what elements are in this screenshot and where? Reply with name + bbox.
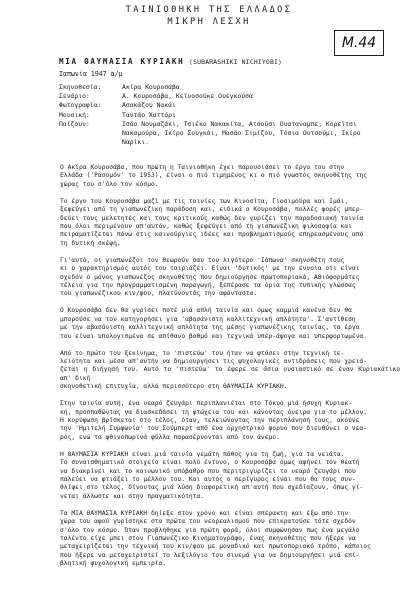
organization-name: ΤΑΙΝΙΟΘΗΚΗ ΤΗΣ ΕΛΛΑΔΟΣ	[125, 5, 293, 15]
club-name: ΜΙΚΡΗ ΛΕΣΧΗ	[167, 17, 251, 27]
credit-row	[59, 83, 399, 92]
catalog-stamp: Μ.44	[334, 30, 384, 56]
credit-row	[59, 120, 399, 148]
body-paragraph: Το έργο του Κουροσάβα μαζί με τις ταινίες των Κινοσίτα, Γιοσιμούρα και Ιμάι, ξεφεύγει από τη γιαπωνέζικη παράδοση και, ειδικά ο Κουροσάβα, πολλές φορές μπερ- δεύει τους μελετητές και τους κριτικούς καθώς δεν γυρίζει την παραδοσιακή ταινία που όλοι περιμένουν απ'αυτόν, καθώς ξεφεύγει από τη γιαπωνέζικη φιλοσοφία και πειραματίζεται πάνω στις καινούργιες ιδέες και προβληματισμούς επηρεασμένους από τη δυτική σκέψη.	[60, 197, 364, 247]
credit-label: Σενάριο:	[59, 92, 90, 101]
film-origin-year: Ιαπωνία 1947 α/μ	[59, 70, 123, 78]
credit-value: Ταντάο Χαττόρι	[122, 110, 176, 119]
body-paragraph: Τα ΜΙΑ ΘΑΥΜΑΣΙΑ ΚΥΡΙΑΚΗ δηίεξε στον χρόνο και είναι σπέρακτη και έξω από την χώρα του αφού γυρίστηκε στα πρώτα του νεορεαλισμού που επικρατούσε τότε σχεδόν σ'όλο τον κόσμο. Όταν προβλήθηκε για πρώτη φορά, όλοι συμφώνησαν πως ένα μεγάλο ταλέντο είχε μπει στον Γιαπωνέζικο Κινηματογράφο, ένας σκηνοθέτης που ήξερε να μεταχειρίζεται την τεχνική του κιν/φου με μοναδικό και πρωτοποριακό τρόπο, κάποιος που ήξερε να μεταχειριστεί το λεξιλόγιο του σινεμά για να δημιουργήσει μιά επί- βλητική ψυχολογική εμπειρία.	[60, 509, 371, 567]
article-body	[60, 164, 400, 577]
credit-row	[59, 92, 399, 101]
document-header	[0, 4, 418, 28]
credit-row	[59, 111, 399, 120]
credit-label: Σκηνοθεσία:	[59, 83, 102, 91]
credit-value: Ακίρα Κουροσάβα	[122, 83, 180, 91]
film-title: ΜΙΑ ΘΑΥΜΑΣΙΑ ΚΥΡΙΑΚΗ	[59, 57, 185, 66]
credit-value: Ασακάζου Νακάι	[122, 101, 176, 110]
credit-label: Παίζουν:	[59, 119, 90, 128]
credit-value: Ισάο Νουμαζάκι, Τσιέκο Νακακίτα, Ατσούσι Ουαταναμπε, Κορεϊτσι Νακαμούρα, Ικίρο Σουγκάι, Μασάο Σιμίζου, Τόσια Ουτσούμι, Ικίρο Ναρίκι.	[122, 119, 361, 147]
body-paragraph: Από το πρώτο του ξεκίνημα, το 'πιστεύω' του ήταν να φτάσει στην τεχνική τε- λειότητα και μέσα απ'αυτήν να δημιουργήσει τις ψυχολογικές αντιδράσεις που χρειά- ζεται η διήγησή του. Αυτό το 'πιστεύω' το έφερε σε άσια ουσιαστικό σε έναν Κυριακάτικο απ' δική σκηνοθετική επιτυχία, αλλά περισσότερο στη ΘΑΥΜΑΣΙΑ ΚΥΡΙΑΚΗ.	[60, 349, 400, 391]
body-paragraph: Η ΘΑΥΜΑΣΙΑ ΚΥΡΙΑΚΗ είναι μιά ταινία γεμάτη πάθος για τη ζωή, για τα νειάτα. Το συναισθηματικό στοιχείο είναι πολύ έντονο, ο Κουροσάβα όμως αφήνει τον θεατή να διακρίνει και το κοινωνικό υπόβαθρο που περιτριγυρίζει το νεαρό ζευγάρι που παλεύει να φτιάξει το μέλλον του. Και αυτός ο περίγυρος είναι που θα τους συν- θλίψει στο τέλος, δίνοντας μιά λύση διαφορετική απ'αυτή που σχεδίαζουν, όπως γί- νεται άλλωστε και στην πραγματικότητα.	[60, 450, 364, 500]
body-paragraph: Στην ταινία αυτή, ένα νεαρό ζευγάρι περιπλανιέται στο Τόκυο μιά ήσυχη Κυριακ- κή, προσπαθώντας να διασκεδάσει τη φτώχεια του και κάνοντας όνειρα για το μέλλον. Η κορύφωση βρίσκεται στο τέλος, όταν, τελειώνοντας την περιπλάνησή τους, ακούνε την 'Ημιτελή Συμφωνία' του Σούμπερτ από ένα ορχηστρικό φορυο που διευθύνει ο νεα- ρός, ενώ τα φθινοπωρινά φύλλα παρασέρνονται από τον άνεμο.	[60, 400, 368, 441]
credits-block	[59, 83, 399, 147]
credit-row	[59, 101, 399, 110]
credit-label: Μουσική:	[59, 110, 90, 119]
body-paragraph: Ο Κουροσάβα δεν θα γυρίσει ποτέ μιά απλή ταινία και όμως καμμιά κανένα δεν θα μπορούσε να τον κατηγορήσει για 'αβασάνιστη καλλιτεχνική απλότητα'. Σ'αντίθεση με την αβασάνιστη καλλιτεχνική απλότητα της μέσης γιαπωνέζικης ταινίας, τα έργα του είναι υπολογισμένα σε απίθανο βαθμό και τεχνικά υπέρ-άψογα και υπερφορτωμένα.	[60, 307, 368, 340]
credit-label: Φωτογραφία:	[59, 101, 102, 110]
body-paragraph: Γι'αυτό, οι γιαπωνέζοι τον θεωρούν σαν τον λιγότερο 'Ιάπωνα' σκηνοθέτη τους κι ο χαρακτηρισμός αυτός του ταιριάζει. Είναι 'δυτικός' με την έννοια οτι είναι σχεδόν ο μόνος γιαπωνέζος σκηνοθέτης που δημιούργησε πρωτοποριακά, ΑΘιόφορμάτες τέλεια για την προγραμματισμένη παραγωγή, ξεπέρασε τα όρια της τυπικής γλώσσας του γιαπωνέζικου κιν/φου, πλατύνοντάς την αφάνταστα.	[60, 256, 360, 298]
film-title-line	[59, 57, 389, 67]
credit-value: Α. Κουροσάβα, Κεϊνοσούκε Ουεγκούσα	[122, 92, 253, 101]
body-paragraph: Ο Ακίρα Κουροσάβα, που πρώτη η Ταινιοθήκη έχει παρουσιάσει το έργο του στην Ελλάδα ('Ρασομόν' το 1953), είναι ο πιό τιμημένος κι ο πιό γνωστός σκηνοθέτης της χώρας του σ'όλο τον κόσμο.	[60, 164, 368, 188]
film-original-title: (SUBARASHIKI NICHIYOBI)	[189, 58, 283, 66]
